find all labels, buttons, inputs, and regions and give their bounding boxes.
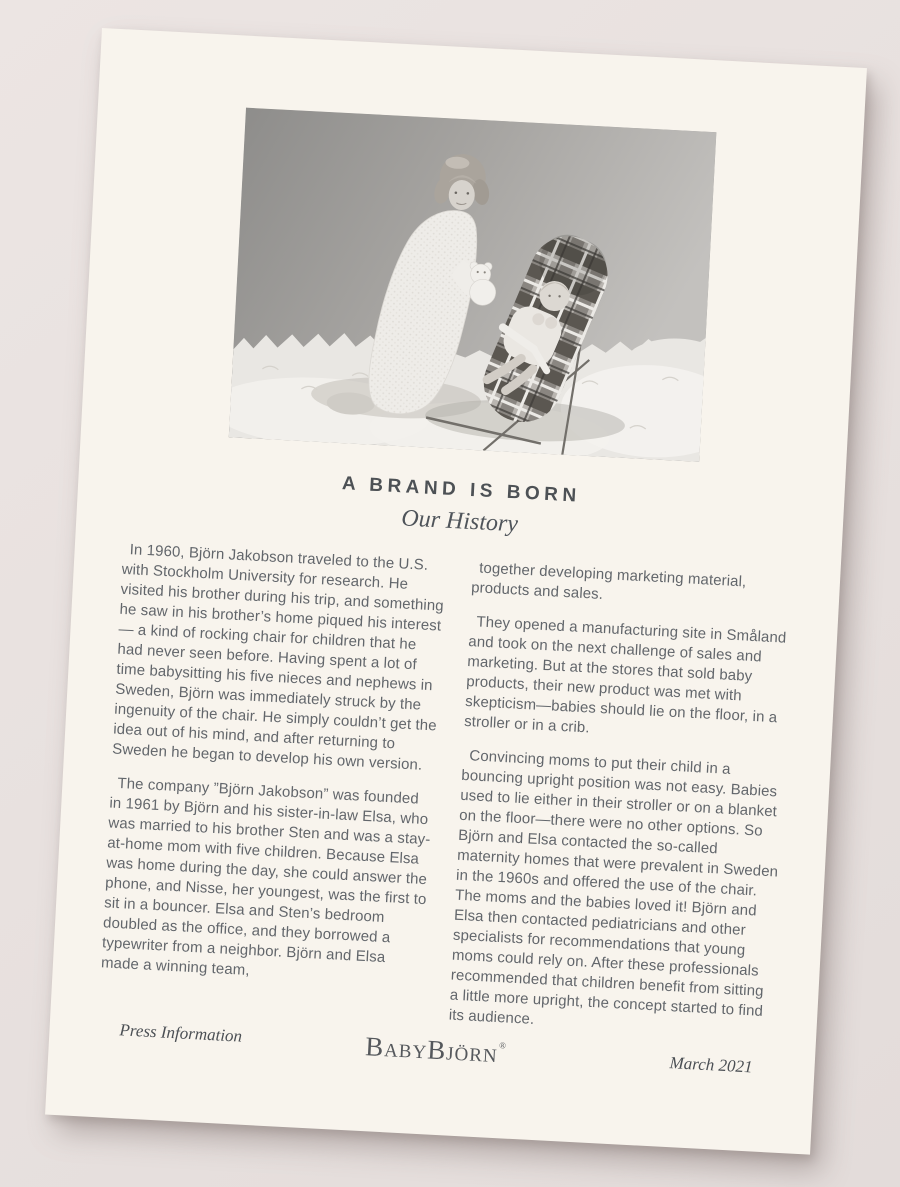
paragraph: They opened a manufacturing site in Småland and took on the next challenge of sales and marketing. But at the stores that sold baby products, their new product was met with skepticism—babies should lie on the floor, in a stroller or in a crib.: [463, 613, 787, 737]
press-sheet: [45, 28, 867, 1155]
right-column: [448, 558, 797, 1056]
page-title: A BRAND IS BORN: [341, 473, 582, 507]
body-columns: [50, 515, 841, 1058]
paragraph: Convincing moms to put their child in a bouncing upright position was not easy. Babies used to lie either in their stroller or on a blanket on the floor—there were no other options. So Björn and Elsa contacted the so-called maternity homes that were prevalent in Sweden in the 1960s and offered the use of the chair. The moms and the babies loved it! Björn and Elsa then contacted pediatricians and other specialists for recommendations that young moms could rely on. After these professionals recommended that children benefit from sitting a little more upright, the concept started to find its audience.: [448, 747, 779, 1028]
date-label: March 2021: [669, 1053, 754, 1077]
hero-photo: [228, 108, 716, 462]
paragraph: The company ”Björn Jakobson” was founded in 1961 by Björn and his sister-in-law Elsa, who was married to his brother Sten and was a stay-at-home mom with five children. Because Elsa was home during the day, she could answer the phone, and Nisse, her youngest, was the first to sit in a bouncer. Elsa and Sten’s bedroom doubled as the office, and they borrowed a typewriter from a neighbor. Björn and Elsa made a winning team,: [100, 774, 431, 980]
paragraph: In 1960, Björn Jakobson traveled to the U.S. with Stockholm University for research. He visited his brother during his trip, and something he saw in his brother’s home piqued his interest — a kind of rocking chair for children that he had never seen before. Having spent a lot of time babysitting his five nieces and nephews in Sweden, Björn was immediately struck by the ingenuity of the chair. He simply couldn’t get the idea out of his mind, and after returning to Sweden he began to develop his own version.: [111, 541, 445, 774]
paragraph: together developing marketing material, products and sales.: [470, 559, 747, 603]
babybjorn-logo-text: BabyBjörn: [364, 1031, 499, 1069]
page-subtitle: Our History: [400, 505, 519, 538]
left-column: [98, 540, 447, 1038]
registered-mark-icon: ®: [498, 1040, 508, 1051]
press-info-label: Press Information: [119, 1020, 243, 1046]
photo-illustration: [228, 108, 716, 462]
